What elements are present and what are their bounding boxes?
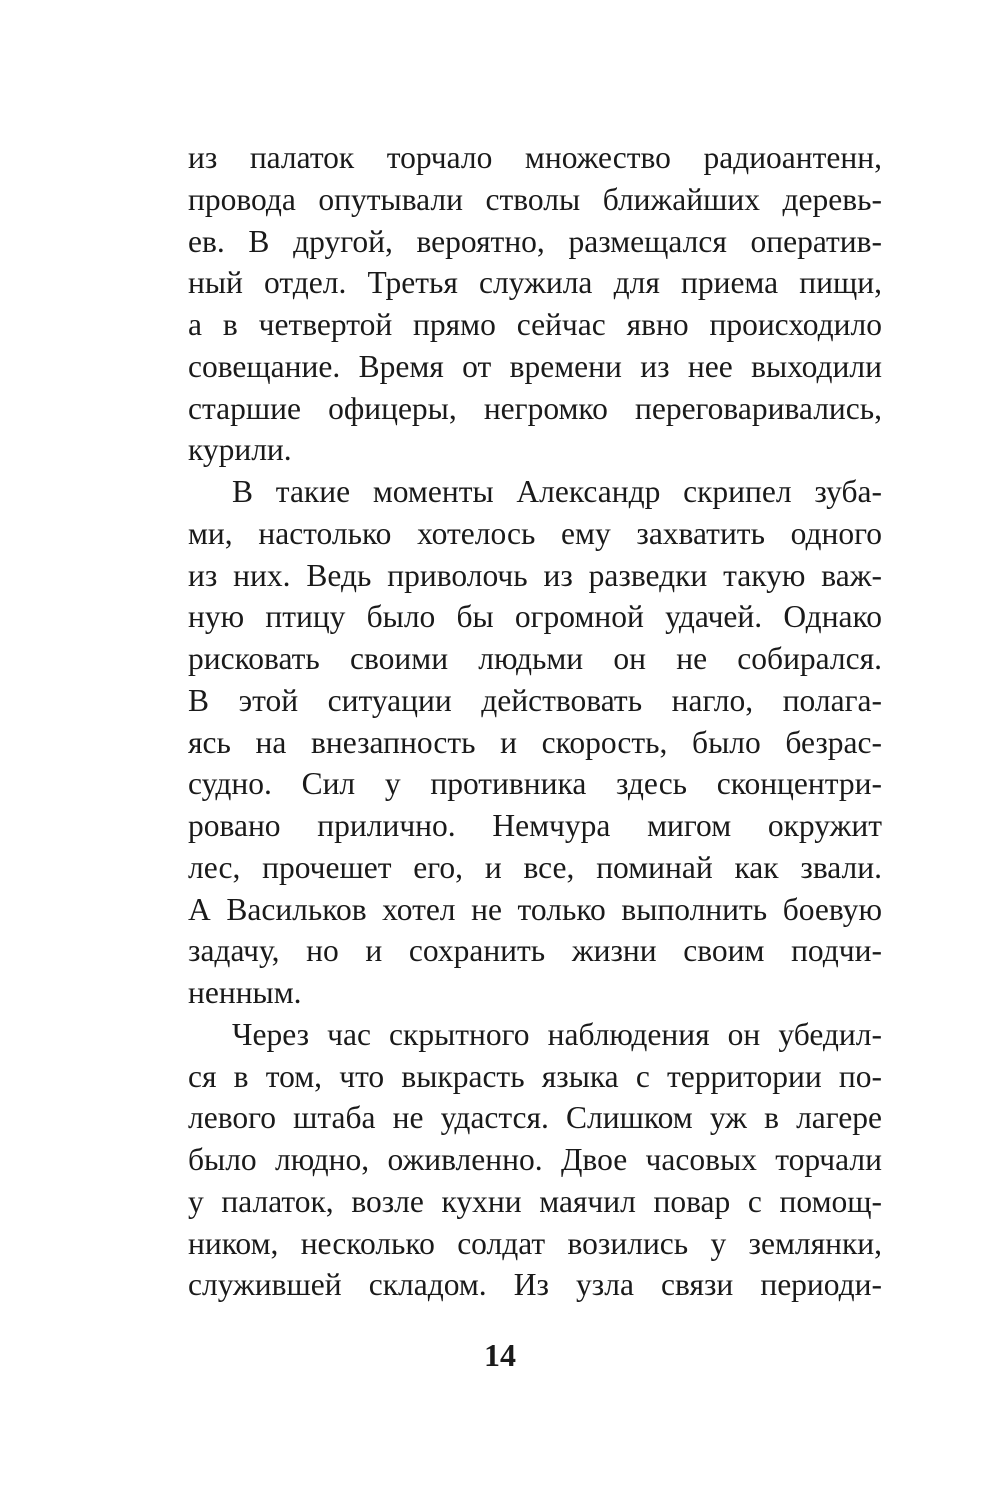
text-line: ся в том, что выкрасть языка с территории по- [188, 1058, 882, 1094]
text-line: ми, настолько хотелось ему захватить одного [188, 515, 882, 551]
text-line: ный отдел. Третья служила для приема пищи, [188, 265, 882, 301]
text-line: ровано прилично. Немчура мигом окружит [188, 808, 882, 843]
paragraph-1 [188, 137, 882, 471]
text-line: ясь на внезапность и скорость, было безрас- [188, 724, 882, 760]
text-line: из палаток торчало множество радиоантенн, [188, 140, 882, 175]
text-line: рисковать своими людьми он не собирался. [188, 641, 882, 676]
text-line: А Васильков хотел не только выполнить боевую [188, 891, 882, 927]
paragraph-2 [188, 471, 882, 1014]
text-line: ненным. [188, 975, 302, 1010]
text-line: В такие моменты Александр скрипел зуба- [232, 474, 882, 509]
text-line: курили. [188, 432, 292, 468]
text-line: ев. В другой, вероятно, размещался оператив- [188, 223, 882, 259]
text-line: Через час скрытного наблюдения он убедил- [232, 1016, 882, 1052]
text-line: левого штаба не удастся. Слишком уж в лагере [188, 1100, 882, 1136]
paragraph-3 [188, 1014, 882, 1306]
text-line: а в четвертой прямо сейчас явно происходило [188, 307, 882, 342]
text-line: было людно, оживленно. Двое часовых торчали [188, 1142, 882, 1177]
text-line: из них. Ведь приволочь из разведки такую важ- [188, 557, 882, 593]
text-line: совещание. Время от времени из нее выходили [188, 348, 882, 384]
text-line: служившей складом. Из узла связи периоди- [188, 1267, 882, 1303]
text-line: судно. Сил у противника здесь сконцентри- [188, 766, 882, 802]
text-line: у палаток, возле кухни маячил повар с помощ- [188, 1183, 882, 1219]
text-line: провода опутывали стволы ближайших деревь- [188, 181, 882, 217]
text-line: ником, несколько солдат возились у землянки, [188, 1225, 882, 1261]
body-text [188, 137, 882, 1306]
text-line: старшие офицеры, негромко переговаривались, [188, 390, 882, 426]
text-line: В этой ситуации действовать нагло, полага- [188, 682, 882, 718]
page-number: 14 [484, 1337, 516, 1373]
text-line: лес, прочешет его, и все, поминай как звали. [188, 849, 882, 885]
text-line: ную птицу было бы огромной удачей. Однако [188, 599, 882, 635]
text-line: задачу, но и сохранить жизни своим подчи- [188, 933, 882, 969]
